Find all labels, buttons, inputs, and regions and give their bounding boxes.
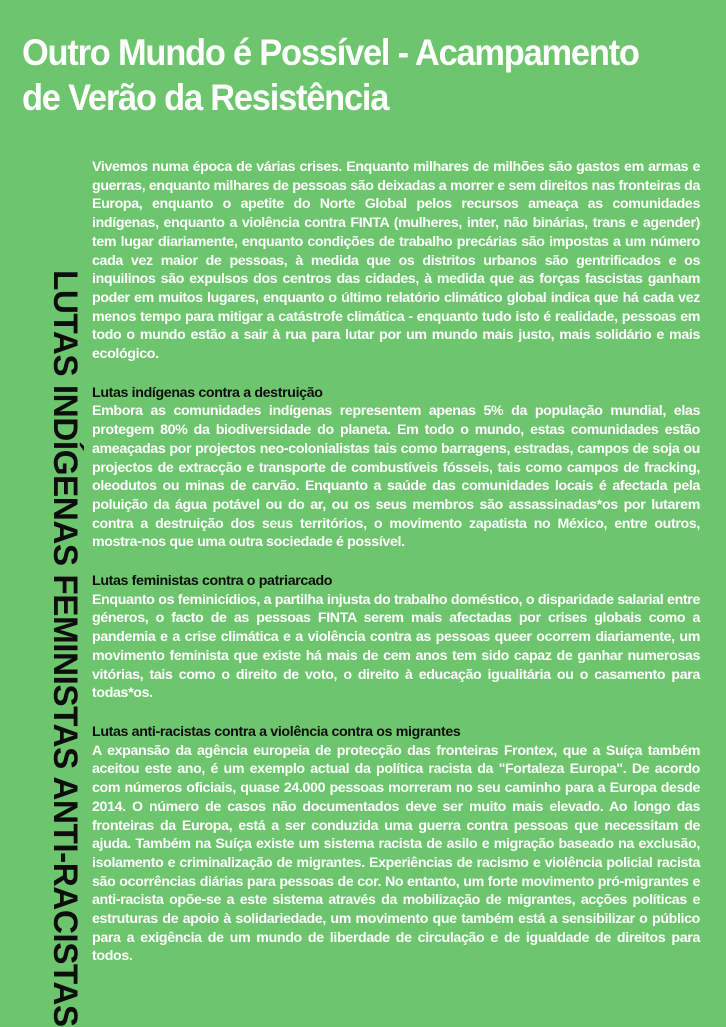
- section-body: A expansão da agência europeia de protecção das fronteiras Frontex, que a Suíça também aceitou este ano, é um exemplo actual da política racista da "Fortaleza Europa". De acordo com números oficiais, quase 24.000 pessoas morreram no seu caminho para a Europa desde 2014. O número de casos não documentados deve ser muito mais elevado. Ao longo das fronteiras da Europa, está a ser conduzida uma guerra contra pessoas que necessitam de ajuda. Também na Suíça existe um sistema racista de asilo e migração baseado na exclusão, isolamento e criminalização de migrantes. Experiências de racismo e violência policial racista são ocorrências diárias para pessoas de cor. No entanto, um forte movimento pró-migrantes e anti-racista opõe-se a este sistema através da mobilização de migrantes, acções políticas e estruturas de apoio à solidariedade, um movimento que também está a sensibilizar o público para a exigência de um mundo de liberdade de circulação e de igualdade de direitos para todos.: [92, 742, 700, 965]
- section-heading: Lutas indígenas contra a destruição: [92, 384, 323, 401]
- section-indigenous: [92, 384, 700, 552]
- content-column: [92, 158, 700, 966]
- section-feminist: [92, 572, 700, 703]
- section-body: Enquanto os feminicídios, a partilha injusta do trabalho doméstico, o disparidade salarial entre géneros, o facto de as pessoas FINTA serem mais afectadas por crises globais como a pandemia e a crise climática e a violência contra as pessoas queer ocorrem diariamente, um movimento feminista que existe há mais de cem anos tem sido capaz de ganhar numerosas vitórias, tais como o direito de voto, o direito à educação igualitária ou o casamento para todas*os.: [92, 591, 700, 702]
- section-antiracist: [92, 723, 700, 966]
- section-heading: Lutas anti-racistas contra a violência contra os migrantes: [92, 723, 461, 740]
- page-title: Outro Mundo é Possível - Acampamento de Verão da Resistência: [22, 32, 639, 118]
- intro-paragraph: Vivemos numa época de várias crises. Enquanto milhares de milhões são gastos em armas e guerras, enquanto milhares de pessoas são deixadas a morrer e sem direitos nas fronteiras da Europa, enquanto o apetite do Norte Global pelos recursos ameaça as comunidades indígenas, enquanto a violência contra FINTA (mulheres, inter, não binárias, trans e agender) tem lugar diariamente, enquanto condições de trabalho precárias são impostas a um número cada vez maior de pessoas, à medida que os distritos urbanos são gentrificados e os inquilinos são expulsos dos centros das cidades, à medida que as forças fascistas ganham poder em muitos lugares, enquanto o último relatório climático global indica que há cada vez menos tempo para mitigar a catástrofe climática - enquanto tudo isto é realidade, pessoas em todo o mundo estão a sair à rua para lutar por um mundo mais justo, mais solidário e mais ecológico.: [92, 159, 700, 363]
- side-label: LUTAS INDÍGENAS FEMINISTAS ANTI-RACISTAS: [46, 270, 84, 1027]
- section-heading: Lutas feministas contra o patriarcado: [92, 573, 333, 590]
- section-body: Embora as comunidades indígenas representem apenas 5% da população mundial, elas protegem 80% da biodiversidade do planeta. Em todo o mundo, estas comunidades estão ameaçadas por projectos neo-colonialistas tais como barragens, estradas, campos de soja ou projectos de extracção e transporte de combustíveis fósseis, tais como campos de fracking, oleodutos ou minas de carvão. Enquanto a saúde das comunidades locais é afectada pela poluição da água potável ou do ar, ou os seus membros são assassinadas*os por lutarem contra a destruição dos seus territórios, o movimento zapatista no México, entre outros, mostra-nos que uma outra sociedade é possível.: [92, 403, 700, 551]
